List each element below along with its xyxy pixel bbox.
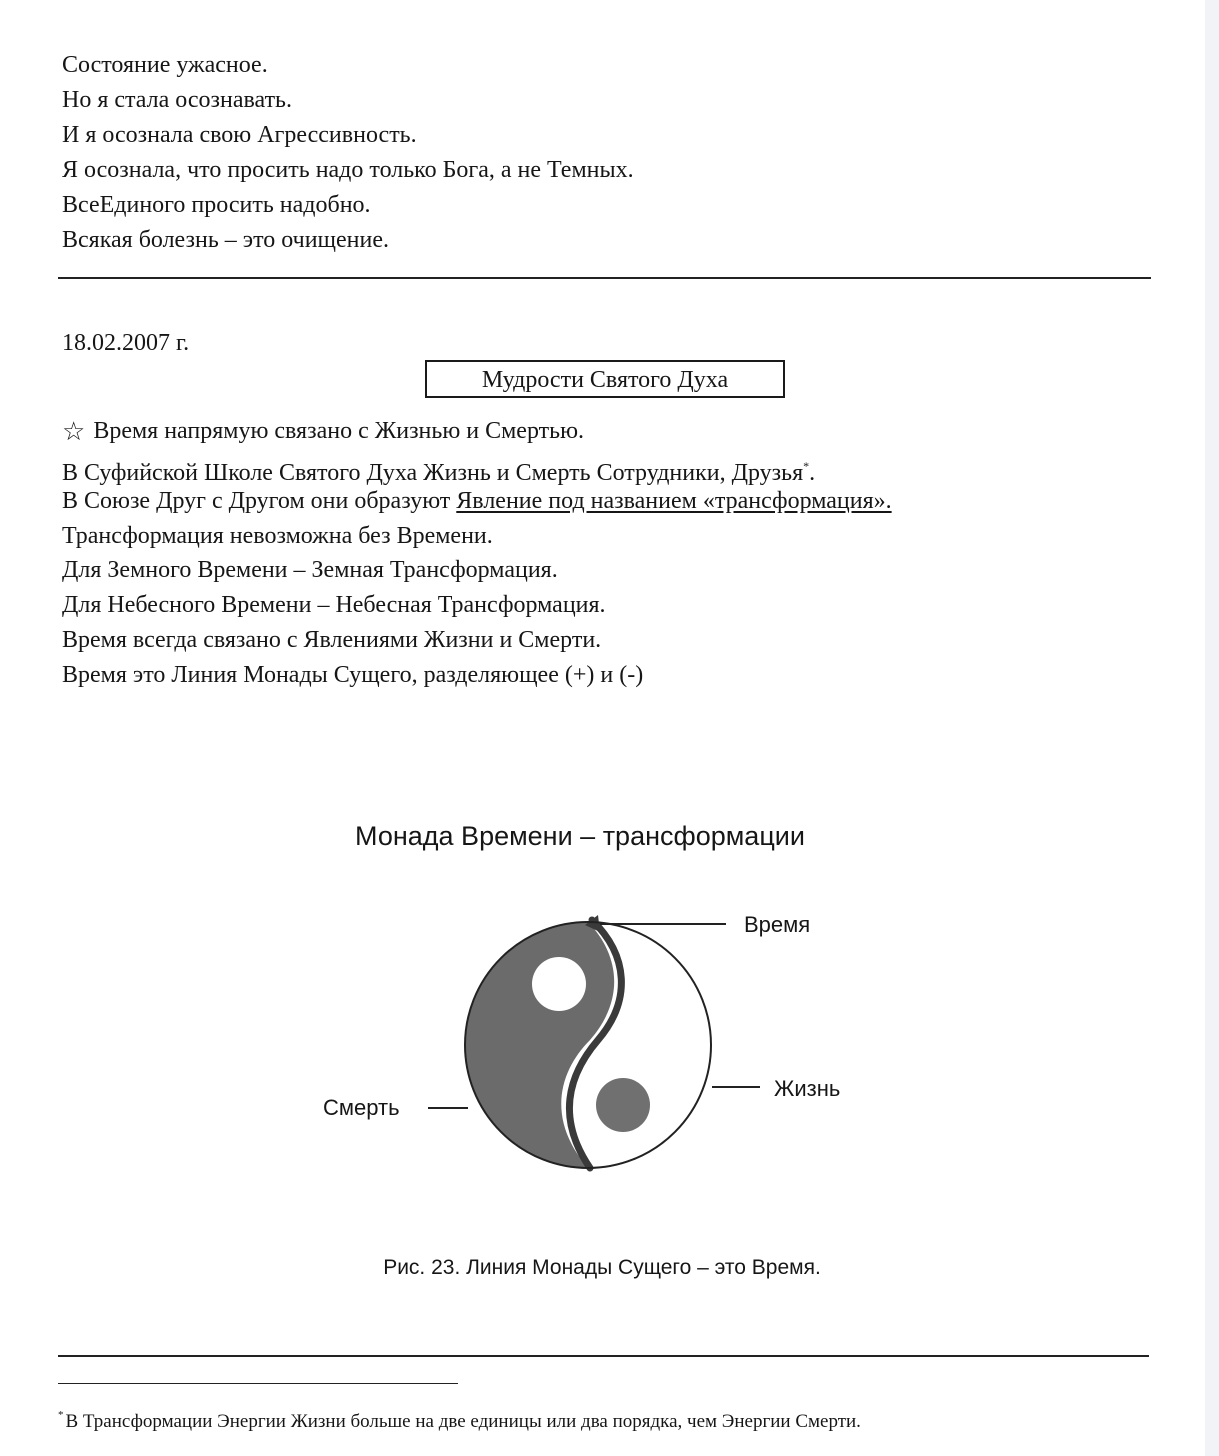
text-line: ВсеЕдиного просить надобно.	[62, 192, 371, 218]
text-line: И я осознала свою Агрессивность.	[62, 122, 417, 148]
light-dot	[532, 957, 586, 1011]
footnote-marker: *	[803, 459, 810, 473]
label-time: Время	[744, 912, 811, 937]
figure-title: Монада Времени – трансформации	[355, 821, 805, 851]
entry-line-2-period: .	[809, 460, 816, 486]
dark-dot	[596, 1078, 650, 1132]
footnote-separator	[58, 1383, 458, 1384]
label-life: Жизнь	[774, 1076, 841, 1101]
time-pointer-head	[585, 915, 600, 932]
entry-line: Время всегда связано с Явлениями Жизни и Смерти.	[62, 627, 602, 653]
footnote-text: В Трансформации Энергии Жизни больше на две единицы или два порядка, чем Энергии Смерти.	[65, 1411, 861, 1432]
entry-line-1	[62, 416, 584, 447]
section-title-box	[425, 360, 785, 398]
entry-line: Время это Линия Монады Сущего, разделяющее (+) и (-)	[62, 662, 644, 688]
label-death: Смерть	[323, 1095, 400, 1120]
page-edge-shade	[1205, 0, 1219, 1456]
light-half	[465, 922, 711, 1168]
entry-line-1-text: Время напрямую связано с Жизнью и Смертью.	[93, 418, 584, 444]
text-line: Но я стала осознавать.	[62, 87, 293, 113]
page-bottom-divider	[58, 1355, 1149, 1357]
entry-line-2-text: В Суфийской Школе Святого Духа Жизнь и Смерть Сотрудники, Друзья	[62, 460, 804, 486]
entry-line-3-text: В Союзе Друг с Другом они образуют	[62, 488, 457, 514]
star-outline-icon: ☆	[62, 417, 86, 447]
entry-line: Для Небесного Времени – Небесная Трансформация.	[62, 592, 606, 618]
section-divider	[58, 277, 1151, 279]
figure-caption: Рис. 23. Линия Монады Сущего – это Время.	[383, 1256, 821, 1279]
entry-line-3	[62, 486, 892, 516]
text-line: Я осознала, что просить надо только Бога, а не Темных.	[62, 157, 634, 183]
circle-outline	[465, 922, 711, 1168]
entry-line: Для Земного Времени – Земная Трансформация.	[62, 557, 558, 583]
footnote-mark: *	[58, 1409, 64, 1421]
entry-date: 18.02.2007 г.	[62, 330, 190, 356]
time-line	[569, 920, 621, 1168]
entry-line-2	[62, 451, 815, 488]
entry-line: Трансформация невозможна без Времени.	[62, 523, 493, 549]
dark-half	[465, 922, 614, 1168]
entry-line-3-underlined: Явление под названием «трансформация».	[456, 488, 892, 514]
text-line: Всякая болезнь – это очищение.	[62, 227, 390, 253]
section-title: Мудрости Святого Духа	[481, 367, 729, 393]
text-line: Состояние ужасное.	[62, 52, 268, 78]
footnote	[58, 1402, 861, 1435]
